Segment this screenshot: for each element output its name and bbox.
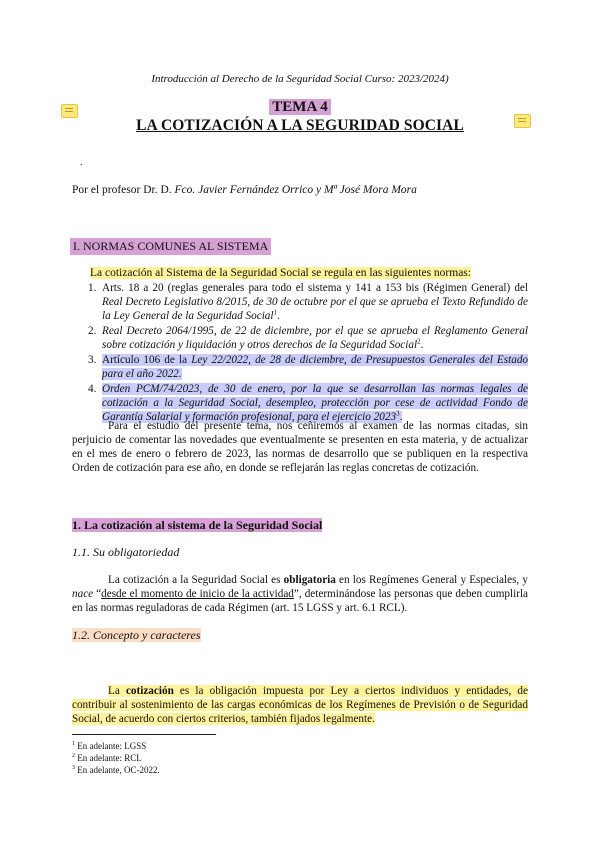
author-line (72, 184, 417, 196)
list-item-italic: Orden PCM/74/2023, de 30 de enero, por la que se desarrollan las normas legales de cotización a la Seguridad Social, desempleo, protección por cese de actividad Fondo de Garantía Salarial y formación profesional, para el ejercicio 2023 (102, 383, 528, 423)
list-item-highlight (102, 383, 528, 423)
footnote (72, 764, 160, 776)
footnotes (72, 740, 160, 776)
body-paragraph (72, 573, 528, 615)
text-run: es la obligación impuesta por Ley a ciertos individuos y entidades, de contribuir al sostenimiento de las cargas económicas de los Regímenes de Previsión o de Seguridad Social, de acuerdo con ciertos criterios, también fijados legalmente. (72, 685, 528, 725)
text-run: La cotización a la Seguridad Social es (108, 574, 284, 586)
norms-list (72, 281, 528, 425)
footnote-number: 2 (72, 753, 75, 759)
footnote-ref[interactable]: 3 (396, 409, 400, 418)
text-run: en los Regímenes General y Especiales, y (335, 574, 528, 586)
list-item-italic: Real Decreto Legislativo 8/2015, de 30 de octubre por el que se aprueba el Texto Refundido de la Ley General de la Seguridad Social (102, 296, 528, 322)
bold-run: cotización (125, 685, 174, 697)
footnote-text: En adelante: LGSS (77, 741, 147, 751)
list-number: 1. (88, 282, 97, 294)
list-item-tail: . (399, 411, 403, 423)
footnote-ref[interactable]: 2 (417, 337, 421, 346)
footnote-ref[interactable]: 1 (273, 308, 278, 317)
list-item-tail: . (277, 310, 280, 322)
list-number: 3. (88, 354, 97, 366)
running-header: Introducción al Derecho de la Seguridad Social Curso: 2023/2024) (151, 73, 449, 85)
intro-text: La cotización al Sistema de la Seguridad Social se regula en las siguientes normas: (90, 267, 471, 279)
list-item-highlight (102, 354, 528, 380)
list-item (72, 324, 528, 352)
section-heading: I. NORMAS COMUNES AL SISTEMA (70, 238, 271, 255)
footnote-number: 1 (72, 741, 75, 747)
tema-label: TEMA 4 (269, 99, 330, 115)
footnote-text: En adelante, OC-2022. (77, 765, 160, 775)
list-number: 2. (88, 325, 97, 337)
subsection-title: 1. La cotización al sistema de la Seguridad Social (72, 518, 323, 532)
list-item-plain: Artículo 106 de la (102, 354, 192, 366)
footnote (72, 740, 160, 752)
body-paragraph: Para el estudio del presente tema, nos ceñiremos al examen de las normas citadas, sin perjuicio de comentar las novedades que eventualmente se presenten en esta materia, y de actualizar en el mes de enero o febrero de 2023, las normas de desarrollo que se publiquen en la respectiva Orden de cotización para ese año, en donde se reflejarán las reglas concretas de cotización. (72, 420, 528, 474)
stray-dot: . (80, 157, 83, 168)
body-paragraph (72, 684, 528, 726)
list-item-tail: . (420, 339, 424, 351)
italic-run: nace (72, 588, 94, 600)
page-title: LA COTIZACIÓN A LA SEGURIDAD SOCIAL (136, 117, 464, 134)
list-item-italic: Real Decreto 2064/1995, de 22 de diciembre, por el que se aprueba el Reglamento General sobre cotización y liquidación y otros derechos de la Seguridad Social (102, 325, 528, 351)
list-item (72, 353, 528, 381)
text-run: “ (93, 588, 102, 600)
list-item-italic: Ley 22/2022, de 28 de diciembre, de Presupuestos Generales del Estado para el año 2022. (102, 354, 529, 380)
bold-run: obligatoria (283, 574, 336, 586)
subsection-heading (72, 518, 528, 532)
sub-heading-1-2 (72, 628, 528, 642)
footnote-text: En adelante: RCL (77, 753, 142, 763)
author-names: Fco. Javier Fernández Orrico y Mª José Mora Mora (174, 184, 417, 196)
list-number: 4. (88, 383, 97, 395)
list-item (72, 281, 528, 323)
underlined-run: desde el momento de inicio de la actividad (101, 588, 294, 600)
tema-heading-wrap (0, 98, 600, 116)
section-intro (90, 267, 471, 279)
footnote-separator (72, 734, 216, 735)
footnote (72, 752, 160, 764)
sub-heading-text: 1.2. Concepto y caracteres (72, 628, 201, 642)
highlight-run (72, 685, 528, 725)
sub-heading-1-1: 1.1. Su obligatoriedad (72, 545, 180, 559)
text-run: La (108, 685, 126, 697)
text-run: ”, determinándose las personas que deben cumplirla en las normas reguladoras de cada Régimen (art. 15 LGSS y art. 6.1 RCL). (72, 588, 529, 614)
list-item-plain: Arts. 18 a 20 (reglas generales para todo el sistema y 141 a 153 bis (Régimen General) del (102, 282, 528, 294)
author-prefix: Por el profesor Dr. D. (72, 184, 175, 196)
footnote-number: 3 (72, 765, 75, 771)
list-item (72, 382, 528, 424)
